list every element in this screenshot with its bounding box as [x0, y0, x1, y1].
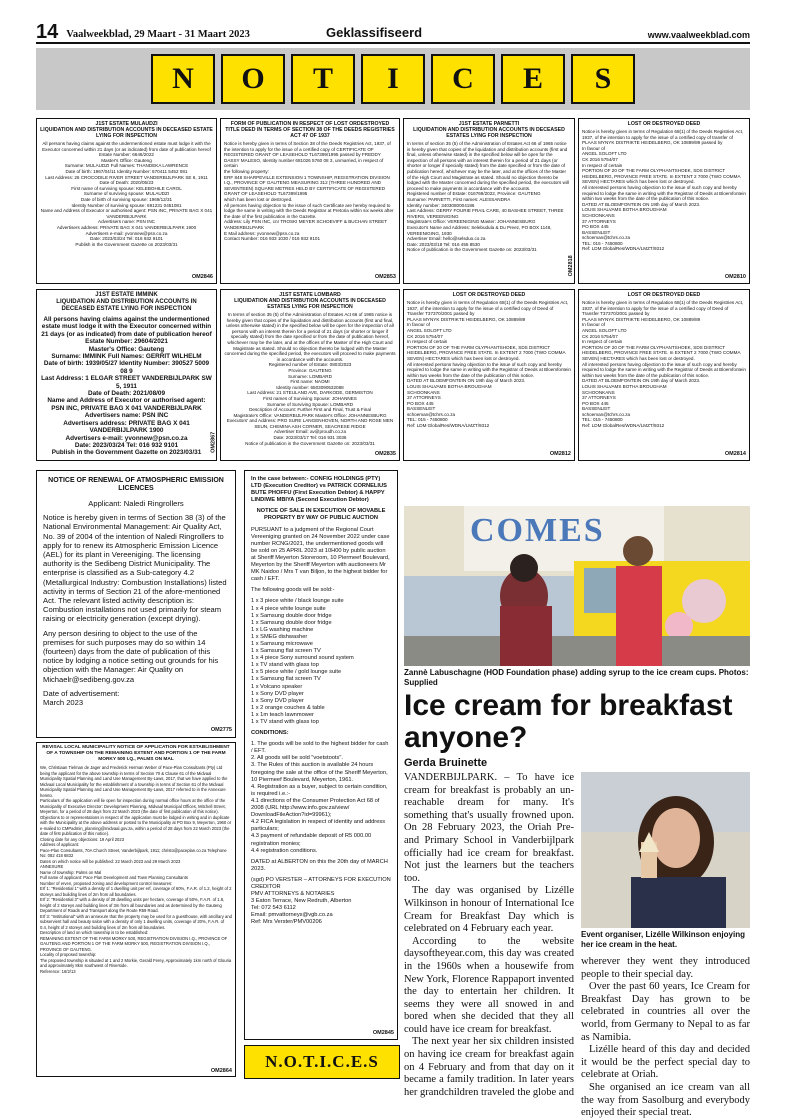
notice-township-application	[36, 742, 236, 1077]
conditions-list	[251, 741, 391, 855]
list-item: 1 x 1m teach lawnmower	[251, 711, 314, 718]
notice-title: J1ST ESTATE PARNETTI LIQUIDATION AND DISTRIBUTION ACCOUNTS IN DECEASED ESTATES LYING FOR INSPECTION	[413, 121, 565, 139]
notice-body: All persons having claims against the undermentioned estate must lodge it with the Executor concerned within 21 days (or as indicated) from date of publication hereof Estate Number: 6646/2022 Master's Office: Gauteng Surname: MULAUDZI Full Names: THANDEKA LAWRENCE Date of birth: 1967/04/11 Identity Number: 670411 5452 081 Last Address: 26 CROCODILE RIVER STREET VANDERBIJLPARK SE 6, 1911 Date of Death: 2020/05/23 First name of surviving spouse: KELEBOHILE CAROL Surname of surviving spouse: MULAUDZI Date of birth of surviving spouse: 1969/12/31 Identity Number of surviving spouse: 691231 0451081 Name and Address of Executor or authorised agent: PSN INC, PRIVATE BAG X 041 VANDERBIJLPARK Advertisers name: PSN INC Advertisers address: PRIVATE BAG X 041 VANDERBIJLPARK 1900 Advertisers e-mail: yvonnew@psn.co.za Date: 2023/03/24 Tel: 016 932 9101 Publish in the Government Gazette on 2023/03/31	[40, 141, 213, 247]
list-item: 1 x LG washing machine	[251, 626, 314, 633]
notice-code: OM2853	[374, 274, 396, 281]
page-header	[36, 22, 750, 44]
banner-letter: O	[221, 54, 285, 104]
notice-emission-licence	[36, 470, 236, 738]
notice-code: OM2775	[210, 726, 232, 733]
notice-code: OM2810	[724, 274, 746, 281]
list-item: 1 x Samsung flat screen TV	[251, 676, 321, 683]
woman-eating-ice-cream-photo	[581, 772, 750, 928]
list-item: 4.3 payment of refundable deposit of R5 000.00 registration monies;	[251, 833, 372, 847]
list-item: 1 x TV stand with glass top	[251, 719, 319, 725]
notice-lost-deed-1	[578, 118, 750, 284]
list-item: 1 x 5 piece white / gold lounge suite	[251, 669, 342, 676]
notice-body: All persons having claims against the undermentioned estate must lodge it with the Executor concerned within 21 days (or as indicated) from date of publication hereof Estate Number: 29604/2021 Master's Office: Gauteng Surname: IMMINK Full Names: GERRIT WILHELM Date of birth: 1939/05/27 Identity Number: 390527 5009 08 9 Last Address: 1 ELGAR STREET VANDERBIJLPARK SW 5, 1911 Date of Death: 2021/08/09 Name and Address of Executor or authorised agent: PSN INC, PRIVATE BAG X 041 VANDERBIJLPARK Advertisers name: PSN INC Advertisers address: PRIVATE BAG X 041 VANDERBIJLPARK 1900 Advertisers e-mail: yvonnew@psn.co.za Date: 2023/03/24 Tel: 016 932 9101 Publish in the Government Gazette on 2023/03/31	[41, 316, 212, 457]
notice-body: In terms of section 35 (5) of the Administration of Estates Act 66 of 1965 notice is hereby given that copies of the liquidation and distribution accounts (first and final, unless otherwise stated) in the specified below will be open for the inspection of all persons with an interest therein for a period of 21 days (or shorter or longer if specially stated) from the date specified or from the date of publication hereof, whichever may be the later, and at the offices of the Master of the High Court and Magistrate as stated. Should no objection thereto be lodged with the Master concerned during the specified period, the executors will proceed to make payments in accordance with the accounts. Registered number of Estate: 0803/2023 Province: GAUTENG Surname: LOMBARD First name: NAOMI Identity number: 6503090532088 Last Address: 21 STEULAND AVE, DARKODE, GERMISTON First names of Surviving Spouse: JOHANNES Surname of Surviving Spouse: LOMBARD Description of Account: Further First and Final, Trust & Final Magistrate's Office: VANDERBIJLPARK Master's Office: JOHANNESBURG Executors' and Address: PRO SURE LANGENHOVEN, NORTH AND ROSE MEN SEUN, CHEMINA ASH CORNER, SEACRESE RIDGE Advertiser Email: av@proudh.co.za Date: 2023/03/17 Tel: 016 931 3036 Notice of publication in the Government Gazette on: 2023/03/31	[224, 312, 396, 446]
notice-body: We, Christiaan Tielman de Jager and Frederick Herman Weber of Pace-Plan Consultants (Pty) Ltd being the applicant for the above township in terms of Section 70 & Clause 61 of the Midvaal Municipality Spatial Planning and Land Use Management By-Laws, 2017, that we have applied to the Midvaal Local Municipality for the establishment of a township in terms of Section 61 of the Midvaal Municipality Spatial Planning and Land Use Management By-Laws, 2017 referred to in the Annexure hereto. Particulars of the application will lie open for inspection during normal office hours at the office of the Municipality of Executive Director: Development Planning, Midvaal Municipal Offices, Mitchell Street, Meyerton, for a period of 28 days from 22 March 2023 (the date of first publication of this notice). Objections to or representations in respect of the application must be lodged in writing and in duplicate with the Municipality at the above address or posted to the Municipality at PO Box 9, Meyerton, 1960 or e-mailed to CMPadmin_planning@midvaal.gov.za, within a period of 28 days from 22 March 2023 (the date of first publication of this notice). Closing date for any objections: 19 April 2023 Address of applicant: Pace-Plan Consultants, 70A Church Street, Vanderbijlpark, 1911; christo@paceplan.co.za Telephone No: 082 418 6832 Dates on which notice will be published: 22 March 2023 and 29 March 2023 ANNEXURE Name of township: Palms on Mal Full name of applicant: Pace Plan Development and Town Planning Consultants Number of erven, proposed zoning and development control measures: Erf 1: "Residential 1" with a density of 1 dwelling unit per erf, coverage of 60%, F.A.R. of 1.2, height of 2 storeys and building lines of 2m from all boundaries. Erf 2: "Residential 3" with a density of 28 dwelling units per hectare, coverage of 50%, F.A.R. of 1.8, height of 2 storeys and building lines of 3m from all boundaries and as determined by the Gauteng Department of Roads and Transport along the Route R59 Road. Erf 3: "Institutional" with an annexure that the property may be used for a guesthouse, with ancillary and subservient hall and beauty salon with a density of only 1 dwelling units, coverage of 20%, F.A.R. of 0.4, height of 2 storeys and building lines of 2m from all boundaries. Description of land on which township is to be established: REMAINING EXTENT OF THE FARM MORKY 500, REGISTRATION DIVISION I.Q., PROVINCE OF GAUTENG AND PORTION 1 OF THE FARM MORKY 500, REGISTRATION DIVISION I.Q., PROVINCE OF GAUTENG. Locality of proposed township: The proposed township is situated at 1 and 2 Morkie, Gerald Ferey, Approximately 1km north of Glouria and approximately 8km southwest of Riverside. Reference: 16/2/13	[40, 765, 232, 974]
notice-code: OM2846	[191, 274, 213, 281]
list-item: 4. Registration as a buyer, subject to certain condition, is required i.e.:-	[251, 783, 388, 797]
list-item: 1 x Sony DVD player	[251, 697, 304, 704]
conditions-label: CONDITIONS:	[251, 730, 289, 737]
banner-letter: C	[431, 54, 495, 104]
list-item: 1 x Volcano speaker	[251, 683, 303, 690]
photo-caption: Zannè Labuschagne (HOD Foundation phase) adding syrup to the ice cream cups. Photos: Supplied	[404, 668, 749, 687]
list-item: 4.4 registration conditions.	[251, 847, 318, 854]
notice-lost-deed-3	[578, 289, 750, 461]
notice-estate-immink	[36, 289, 217, 461]
article-column-2	[581, 956, 750, 1120]
goods-label: The following goods will be sold:-	[251, 587, 335, 594]
notice-title: NOTICE OF RENEWAL OF ATMOSPHERIC EMISSION LICENCES	[48, 477, 224, 492]
list-item: 1 x TV stand with glass top	[251, 662, 319, 669]
banner-letter: N	[151, 54, 215, 104]
notice-parties: In the case between:- CONFIG HOLDINGS (PTY) LTD (Execution Creditor) vs PATRICK CORNELIUS BUTE PHOFFU (First Execution Debtor) & HAPPY LINDIWE MBIYA (Second Execution Debtor)	[251, 476, 387, 504]
notices-banner	[36, 48, 750, 110]
article-paragraph: Over the past 60 years, Ice Cream for Breakfast Day has grown to be celebrated in countries all over the world, from Germany to Nepal to as far as Namibia.	[581, 981, 750, 1043]
notice-title: LOST OR DESTROYED DEED	[452, 292, 526, 298]
banner-letter: S	[571, 54, 635, 104]
notice-code: OM2812	[549, 451, 571, 458]
article-headline: Ice cream for breakfast anyone?	[404, 689, 733, 754]
list-item: 1 x Samsung flat screen TV	[251, 648, 321, 655]
paper-date: Vaalweekblad, 29 Maart - 31 Maart 2023	[66, 29, 250, 40]
notice-lost-title-deed	[220, 118, 400, 284]
article-paragraph: wherever they went they introduced people to their special day.	[581, 956, 750, 980]
notice-title: REVISAL LOCAL MUNICIPALITY NOTICE OF APPLICATION FOR ESTABLISHMENT OF A TOWNSHIP ON THE REMAINING EXTENT AND PORTION 1 OF THE FARM MORKY 500 I.Q., PALMS ON MAL	[42, 745, 230, 762]
list-item: 1 x Sony DVD player	[251, 690, 304, 697]
banner-letter: I	[361, 54, 425, 104]
notice-dated: DATED at ALBERTON on this the 20th day of MARCH 2023.	[251, 858, 388, 872]
list-item: 4.1 directions of the Consumer Protection Act 68 of 2008 (URL http://www.info.gov.za/view/ DownloadFileAction?id=99961);	[251, 797, 380, 819]
banner-letter: E	[501, 54, 565, 104]
article-byline: Gerda Bruinette	[404, 757, 488, 769]
page-number: 14	[36, 21, 59, 43]
notice-title: NOTICE OF SALE IN EXECUTION OF MOVABLE PROPERTY BY WAY OF PUBLIC AUCTION	[256, 508, 386, 522]
list-item: 4.2 FICA legislation in respect of identity and address particulars;	[251, 819, 386, 833]
website-link[interactable]: www.vaalweekblad.com	[647, 30, 750, 40]
list-item: 1 x 3 piece white / black lounge suite	[251, 598, 344, 605]
van-sign: COMES	[470, 512, 605, 549]
article-paragraph: According to the website daysoftheyear.com, this day was created in the 1960s when a housewife from New York, Florence Rappaport invented the day to entertain her children. It seems they were all snowed in and bored when she decided that they all could have ice cream for breakfast.	[404, 935, 574, 1035]
list-item: 2. All goods will be sold "voetstoots".	[251, 755, 343, 762]
notice-code: OM2835	[374, 451, 396, 458]
woman-photo-caption: Event organiser, Lizélle Wilkinson enjoying her ice cream in the heat.	[581, 930, 745, 949]
notice-title: LOST OR DESTROYED DEED	[627, 121, 701, 127]
notice-sale-in-execution	[244, 470, 398, 1040]
notice-paragraph: PURSUANT to a judgment of the Regional Court Vereeniging granted on 24 November 2022 under case number RCNG/2021, the undermentioned goods will be sold on 25 APRIL 2023 at 10H00 by public auction at Sheriff Meyerton Storeroom, 10 Piermeef Boulevard, Meyerton by the Sheriff Meyerton with auctioneers Mr MK Naidoo / Mrs T van Biljon, to the highest bidder for cash / EFT.	[251, 526, 390, 583]
notice-estate-lombard	[220, 289, 400, 461]
list-item: 3. The Rules of this auction is available 24 hours foregoing the sale at the office of the Sheriff Meyerton, 10 Piermeef Boulevard, Meyerton, 1961.	[251, 762, 388, 783]
notice-title: J1ST ESTATE IMMINK LIQUIDATION AND DISTRIBUTION ACCOUNTS IN DECEASED ESTATE LYING FOR INSPECTION	[56, 292, 197, 312]
notice-paragraph: Notice is hereby given in terms of Section 38 (3) of the National Environmental Management: Air Quality Act, No. 39 of 2004 of the intention of Naledi Ringrollers to apply for to renew its Atmospheric Emission Licence (AEL) for its plant in Vereeniging. The licensing authority is the Sedibeng District Municipality. The enterprise is classified as a Sub-category 4.2 (Metallurgical Industry: Combustion Installations) listed activity in terms of Section 21 of the afore-mentioned Act. The relevant listed activity description is: Combustion installations not used primarily for steam raising or electricity generation (except drying).	[43, 513, 227, 624]
notice-code: OM2867	[210, 432, 217, 454]
notice-body: Notice is hereby given in terms of Regulation 68(1) of the Deeds Registries Act, 1937, of the intention to apply for the issue of a certified copy of Deed of Transfer T37370/2001 passed by PLAAS MYNYK DISTRIKTE HEIDELBERG, OK 10889/89 In favour of ANGEL SOLOFT LTD CK 2016 5754/07 In respect of certain PORTION OF 20 OF THE FARM OLYPHANTSHOEK, SDS DISTRICT HEIDELBERG, PROVINCE FREE STATE. In EXTENT 2 7000 (TWO COMMA SEVEN) HECTARES which has been lost or destroyed. All interested persons having objection to the issue of such copy and hereby required to lodge the same in writing with the Registrar of Deeds at Bloemfontein within two weeks from the date of the publication of this notice. DATED AT BLOEMFONTEIN ON 19th day of March 2023. LOUIS SHALVAMS BOTHA BROUGHAM SCHOONKANS 37 ATTORNEYS PO BOX 445 BASSENLEIT schoeman@tchrs.co.za TEL: 015 - 7450800 Ref: LDM GlobalRes/WDNA/LMZT/9312	[407, 300, 571, 429]
notice-signature: (sgd) PO VERSTER – ATTORNEYS FOR EXECUTION CREDITOR PMV ATTORNEYS & NOTARIES 3 Eaton Terrace, New Redruth, Alberton Tel: 072 543 6112 Email: pmvattorneys@vgb.co.za Ref: Mrs Verster/PMV00206	[251, 876, 391, 926]
article-paragraph: Lizélle heard of this day and decided it would be the perfect special day to celebrate at Oriah.	[581, 1044, 750, 1081]
list-item: 1 x Samsung double door fridge	[251, 619, 332, 626]
notice-lost-deed-2	[403, 289, 575, 461]
list-item: 1 x 2 orange couches & table	[251, 704, 325, 711]
article-paragraph: The next year her six children insisted on having ice cream for breakfast again on 4 February and from that day on it became a family tradition. In later years her grandchildren traveled the globe and	[404, 1036, 574, 1098]
notice-body: Notice is hereby given in terms of Regulation 68(1) of the Deeds Registries Act, 1937, of the intention to apply for the issue of a certified copy of transfer of PLAAS MYNYK DISTRIKTE HEIDELBERG, OK 10889/89 passed by In favour of ANGEL SOLOFT LTD CK 2016 5754/07 In respect of certain PORTION OF 20 OF THE FARM OLYPHANTSHOEK, SDS DISTRICT HEIDELBERG, PROVINCE FREE STATE. In EXTENT 2 7000 (TWO COMMA SEVEN) HECTARES which has been lost or destroyed. All interested persons having objection to the issue of such copy and hereby required to lodge the same in writing with the Registrar of Deeds at Bloemfontein within two weeks from the date of the publication of this notice. DATED AT BLOEMFONTEIN ON 19th day of March 2023. LOUIS SHALVAMS BOTHA BROUGHAM SCHOONKANS 37 ATTORNEYS PO BOX 445 BASSENLEIT schoeman@tchrs.co.za TEL: 015 - 7450800 Ref: LDM GlobalRes/WDNA/LMZT/9312	[582, 129, 746, 252]
notice-code: OM2814	[724, 451, 746, 458]
article-paragraph: VANDERBIJLPARK. – To have ice cream for breakfast is probably an un-reachable dream for many. It's something that's usually frowned upon. On 28 February 2023, the Oriah Pre- and Primary School in Vanderbijlpark officially had ice cream for breakfast. Not just the learners but the teachers too.	[404, 772, 574, 884]
article-paragraph: The day was organised by Lizélle Wilkinson in honour of International Ice Cream for Breakfast Day which is celebrated on 4 February each year.	[404, 885, 574, 935]
banner-letter: T	[291, 54, 355, 104]
notice-code: OM2845	[372, 1029, 394, 1036]
notice-body: Notice is hereby given in terms of Section 38 of the Deeds Registries Act, 1937, of the intention to apply for the issue of a certified copy of CERTIFICATE OF REGISTERED GRANT OF LEASEHOLD TL67399/1995 passed by FREDDY DASSY MALESO, Identity number 681026 5760 08 3, unmarried, in respect of certain the following property: ERF 848 SHARPEVILLE EXTENSION 1 TOWNSHIP, REGISTRATION DIVISION I.Q., PROVINCE OF GAUTENG MEASURING 312 (THREE HUNDRED AND SEVENTEEN) SQUARE METRES HELD BY CERTIFICATE OF REGISTERED GRANT OF LEASEHOLD TL67399/1995 which has been lost or destroyed. All persons having objection to the issue of such Certificate are hereby required to lodge the same in writing with the Deeds Registrar at Pretoria within six weeks after the date of the first publication in the Gazette. Address: Lily PSN INC, cnr TROSKI MEYER SCHOEVIFF & BUCHAN STREET VANDERBIJLPARK E Mail address: yvonnew@psn.co.za Contact Number: 016 933 1030 / 016 932 9101	[224, 141, 394, 242]
list-item: 1 x Samsung microwave	[251, 640, 313, 647]
notice-title: FORM OF PUBLICATION IN RESPECT OF LOST ORDESTROYED TITLE DEED IN TERMS OF SECTION 38 OF THE DEEDS REGISTRIES ACT 47 OF 1937	[225, 121, 395, 139]
article-paragraph: She organised an ice cream van all the way from Sasolburg and everybody enjoyed their special treat.	[581, 1081, 750, 1119]
notice-applicant: Applicant: Naledi Ringrollers	[88, 499, 184, 508]
notice-body: Notice is hereby given in terms of Regulation 68(1) of the Deeds Registries Act, 1937, of the intention to apply for the issue of a certified copy of Deed of Transfer T37370/2001 passed by PLAAS MYNYK DISTRIKTE HEIDELBERG, OK 10889/89 In favour of ANGEL SOLOFT LTD CK 2016 5754/07 In respect of certain PORTION OF 20 OF THE FARM OLYPHANTSHOEK, SDS DISTRICT HEIDELBERG, PROVINCE FREE STATE. In EXTENT 2 7000 (TWO COMMA SEVEN) HECTARES which has been lost or destroyed. All interested persons having objection to the issue of such copy and hereby required to lodge the same in writing with the Registrar of Deeds at Bloemfontein within two weeks from the date of the publication of this notice. DATED AT BLOEMFONTEIN ON 19th day of March 2023. LOUIS SHALVAMS BOTHA BROUGHAM SCHOONKANS 37 ATTORNEYS PO BOX 445 BASSENLEIT schoeman@tchrs.co.za TEL: 015 - 7450800 Ref: LDM GlobalRes/WDNA/LMZT/9312	[582, 300, 746, 429]
photo-illustration	[581, 772, 750, 928]
list-item: 1. The goods will be sold to the highest bidder for cash / EFT.	[251, 741, 389, 755]
notice-code: OM2818	[567, 255, 574, 277]
notice-title: J1ST ESTATE LOMBARD LIQUIDATION AND DISTRIBUTION ACCOUNTS IN DECEASED ESTATES LYING FOR INSPECTION	[234, 292, 386, 310]
ice-cream-van-photo	[404, 506, 750, 666]
list-item: 1 x SMEG dishwasher	[251, 633, 308, 640]
article-column-1	[404, 772, 574, 1099]
notice-paragraph: Any person desiring to object to the use of the premises for such purposes may do so within 14 (fourteen) days from the date of publication of this notice by lodging a notice setting out grounds for his objection with the Manager: Air Quality on Michaelr@sedibeng.gov.za	[43, 628, 219, 684]
section-title: Geklassifiseerd	[326, 25, 423, 40]
notices-mini-banner	[244, 1045, 400, 1079]
list-item: 1 x Samsung double door fridge	[251, 612, 332, 619]
list-item: 1 x 4 piece Sony surround sound system	[251, 655, 354, 662]
notice-estate-mulaudzi	[36, 118, 217, 284]
notice-code: OM2864	[210, 1067, 232, 1074]
notice-title: LOST OR DESTROYED DEED	[627, 292, 701, 298]
list-item: 1 x 4 piece white lounge suite	[251, 605, 326, 612]
goods-list	[251, 598, 391, 726]
mini-banner-text: N.O.T.I.C.E.S	[265, 1052, 379, 1071]
notice-date-label: Date of advertisement:	[43, 688, 120, 698]
notice-title: J1ST ESTATE MULAUDZI LIQUIDATION AND DISTRIBUTION ACCOUNTS IN DECEASED ESTATE LYING FOR INSPECTION	[40, 121, 213, 139]
notice-estate-parnetti	[403, 118, 575, 284]
notice-body: In terms of section 35 (5) of the Administration of Estates Act 66 of 1965 notice is hereby given that copies of the liquidation and distribution accounts (first and final, unless otherwise stated) in the specified below will be open for the inspection of all persons with an interest therein for a period of 21 days (or shorter or longer if specially stated) from the date specified or from the date of publication hereof, whichever may be the later, and at the offices of the Master of the High Court and Magistrate as stated. Should no objection thereto be lodged with the Master concerned during the specified period, the executors will proceed to make payments in accordance with the accounts. Registered number of Estate: 016769/2022, Province: GAUTENG Surname: PARNETTI, First names: ALESSANDRA Identity number: 3403080004186 Last Address: GERRY FOURIE FRAIL CARE, 40 BASHEE STREET, THREE RIVERS, VEREENIGING Magistrate's Office: VEREENIGING Master: JOHANNESBURG Executor's Name and Address: Selebudula & Du Preez, PO BOX 1146, VEREENIGING, 1930 Advertiser Email: hello@selsduo.co.za Date: 2023/03/18 Tel: 016 455 8530 Notice of publication in the Government Gazette on: 2023/03/31	[407, 141, 569, 253]
notice-date: March 2023	[43, 698, 84, 708]
